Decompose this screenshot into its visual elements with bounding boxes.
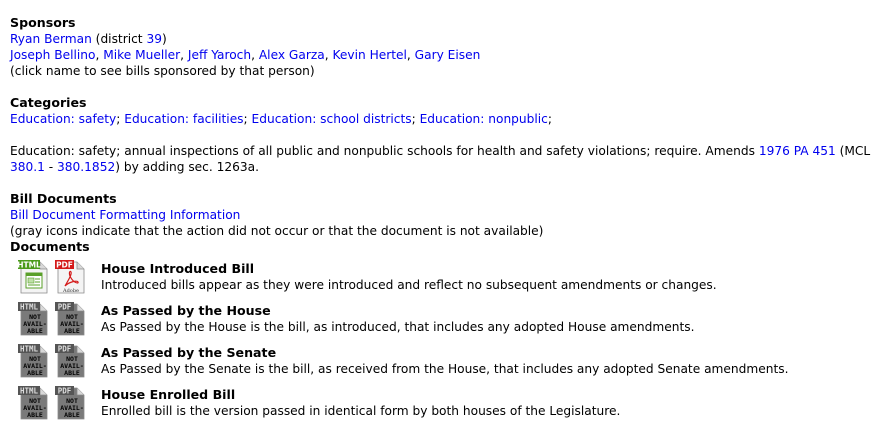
cosponsor-link[interactable]: Kevin Hertel [332,48,407,62]
primary-sponsor-line [10,31,889,47]
document-icons [18,301,98,337]
html-document-icon-not-available [18,343,48,378]
district-prefix: (district [91,32,147,46]
svg-text:NOT: NOT [66,355,78,363]
mcl-dash: - [44,160,58,174]
document-description: Enrolled bill is the version passed in identical form by both houses of the Legislature. [101,404,621,418]
document-text [101,303,695,335]
sponsors-heading: Sponsors [10,15,76,30]
separator: , [324,48,333,62]
document-text [101,261,717,293]
document-description: As Passed by the House is the bill, as introduced, that includes any adopted House amendments. [101,320,695,334]
cosponsors-line [10,47,889,63]
document-description: Introduced bills appear as they were introduced and reflect no subsequent amendments or changes. [101,278,717,292]
svg-text:HTML: HTML [18,260,41,270]
separator: ; [243,112,252,126]
categories-section [10,95,889,127]
district-link[interactable]: 39 [146,32,162,46]
svg-text:ABLE: ABLE [27,369,43,377]
document-title: House Enrolled Bill [101,387,236,402]
document-icons [18,343,98,379]
summary-tail: ) by adding sec. 1263a. [115,160,259,174]
category-link[interactable]: Education: school districts [251,112,412,126]
document-title: As Passed by the Senate [101,345,277,360]
document-row [10,301,889,343]
separator: , [180,48,188,62]
html-document-icon-not-available [18,385,48,420]
svg-text:NOT: NOT [29,355,41,363]
document-row [10,385,889,427]
document-row [10,343,889,385]
svg-text:PDF: PDF [57,386,72,396]
cosponsor-link[interactable]: Joseph Bellino [10,48,96,62]
categories-line [10,111,889,127]
svg-text:HTML: HTML [19,302,39,312]
svg-text:ABLE: ABLE [27,327,43,335]
pdf-document-icon[interactable] [55,259,85,294]
svg-text:ABLE: ABLE [64,411,80,419]
documents-list [10,259,889,427]
separator: ; [116,112,125,126]
cosponsor-link[interactable]: Mike Mueller [103,48,181,62]
pdf-document-icon-not-available [55,343,85,378]
svg-text:Adobe: Adobe [63,288,79,294]
svg-text:ABLE: ABLE [64,327,80,335]
separator: , [251,48,259,62]
document-icons [18,259,98,295]
sponsors-note: (click name to see bills sponsored by that person) [10,64,315,78]
svg-text:NOT: NOT [29,397,41,405]
svg-text:PDF: PDF [57,302,72,312]
pdf-document-icon-not-available [55,301,85,336]
cosponsor-link[interactable]: Alex Garza [258,48,325,62]
svg-text:AVAIL-: AVAIL- [60,362,84,370]
document-description: As Passed by the Senate is the bill, as received from the House, that includes any adopted Senate amendments. [101,362,789,376]
document-row [10,259,889,301]
svg-text:ABLE: ABLE [64,369,80,377]
svg-text:PDF: PDF [56,260,73,270]
document-text [101,387,620,419]
svg-text:NOT: NOT [66,313,78,321]
svg-text:AVAIL-: AVAIL- [23,362,47,370]
bill-documents-section [10,191,889,427]
mcl-to-link[interactable]: 380.1852 [57,160,116,174]
document-icons [18,385,98,421]
separator: , [95,48,104,62]
formatting-info-link[interactable]: Bill Document Formatting Information [10,208,241,222]
pdf-document-icon-not-available [55,385,85,420]
sponsors-section [10,15,889,79]
separator: , [406,48,415,62]
mcl-from-link[interactable]: 380.1 [10,160,45,174]
separator: ; [411,112,420,126]
html-document-icon-not-available [18,301,48,336]
primary-sponsor-link[interactable]: Ryan Berman [10,32,92,46]
district-suffix: ) [161,32,167,46]
svg-text:AVAIL-: AVAIL- [60,320,84,328]
svg-text:HTML: HTML [19,386,39,396]
document-text [101,345,788,377]
bill-documents-heading: Bill Documents [10,191,117,206]
mcl-prefix: (MCL [835,144,871,158]
document-title: House Introduced Bill [101,261,255,276]
separator: ; [547,112,552,126]
svg-text:AVAIL-: AVAIL- [23,404,47,412]
category-link[interactable]: Education: nonpublic [419,112,548,126]
svg-text:AVAIL-: AVAIL- [23,320,47,328]
gray-icons-note: (gray icons indicate that the action did not occur or that the document is not available) [10,224,544,238]
svg-text:ABLE: ABLE [27,411,43,419]
html-document-icon[interactable] [18,259,48,294]
svg-text:HTML: HTML [19,344,39,354]
svg-text:PDF: PDF [57,344,72,354]
cosponsor-link[interactable]: Jeff Yaroch [187,48,252,62]
category-link[interactable]: Education: safety [10,112,117,126]
act-link[interactable]: 1976 PA 451 [758,144,836,158]
categories-heading: Categories [10,95,87,110]
svg-text:AVAIL-: AVAIL- [60,404,84,412]
bill-summary [10,143,882,175]
document-title: As Passed by the House [101,303,271,318]
svg-text:NOT: NOT [29,313,41,321]
svg-text:NOT: NOT [66,397,78,405]
documents-heading: Documents [10,239,90,254]
summary-text: Education: safety; annual inspections of all public and nonpublic schools for health and safety violations; require. Amends [10,144,759,158]
cosponsor-link[interactable]: Gary Eisen [414,48,481,62]
category-link[interactable]: Education: facilities [124,112,244,126]
